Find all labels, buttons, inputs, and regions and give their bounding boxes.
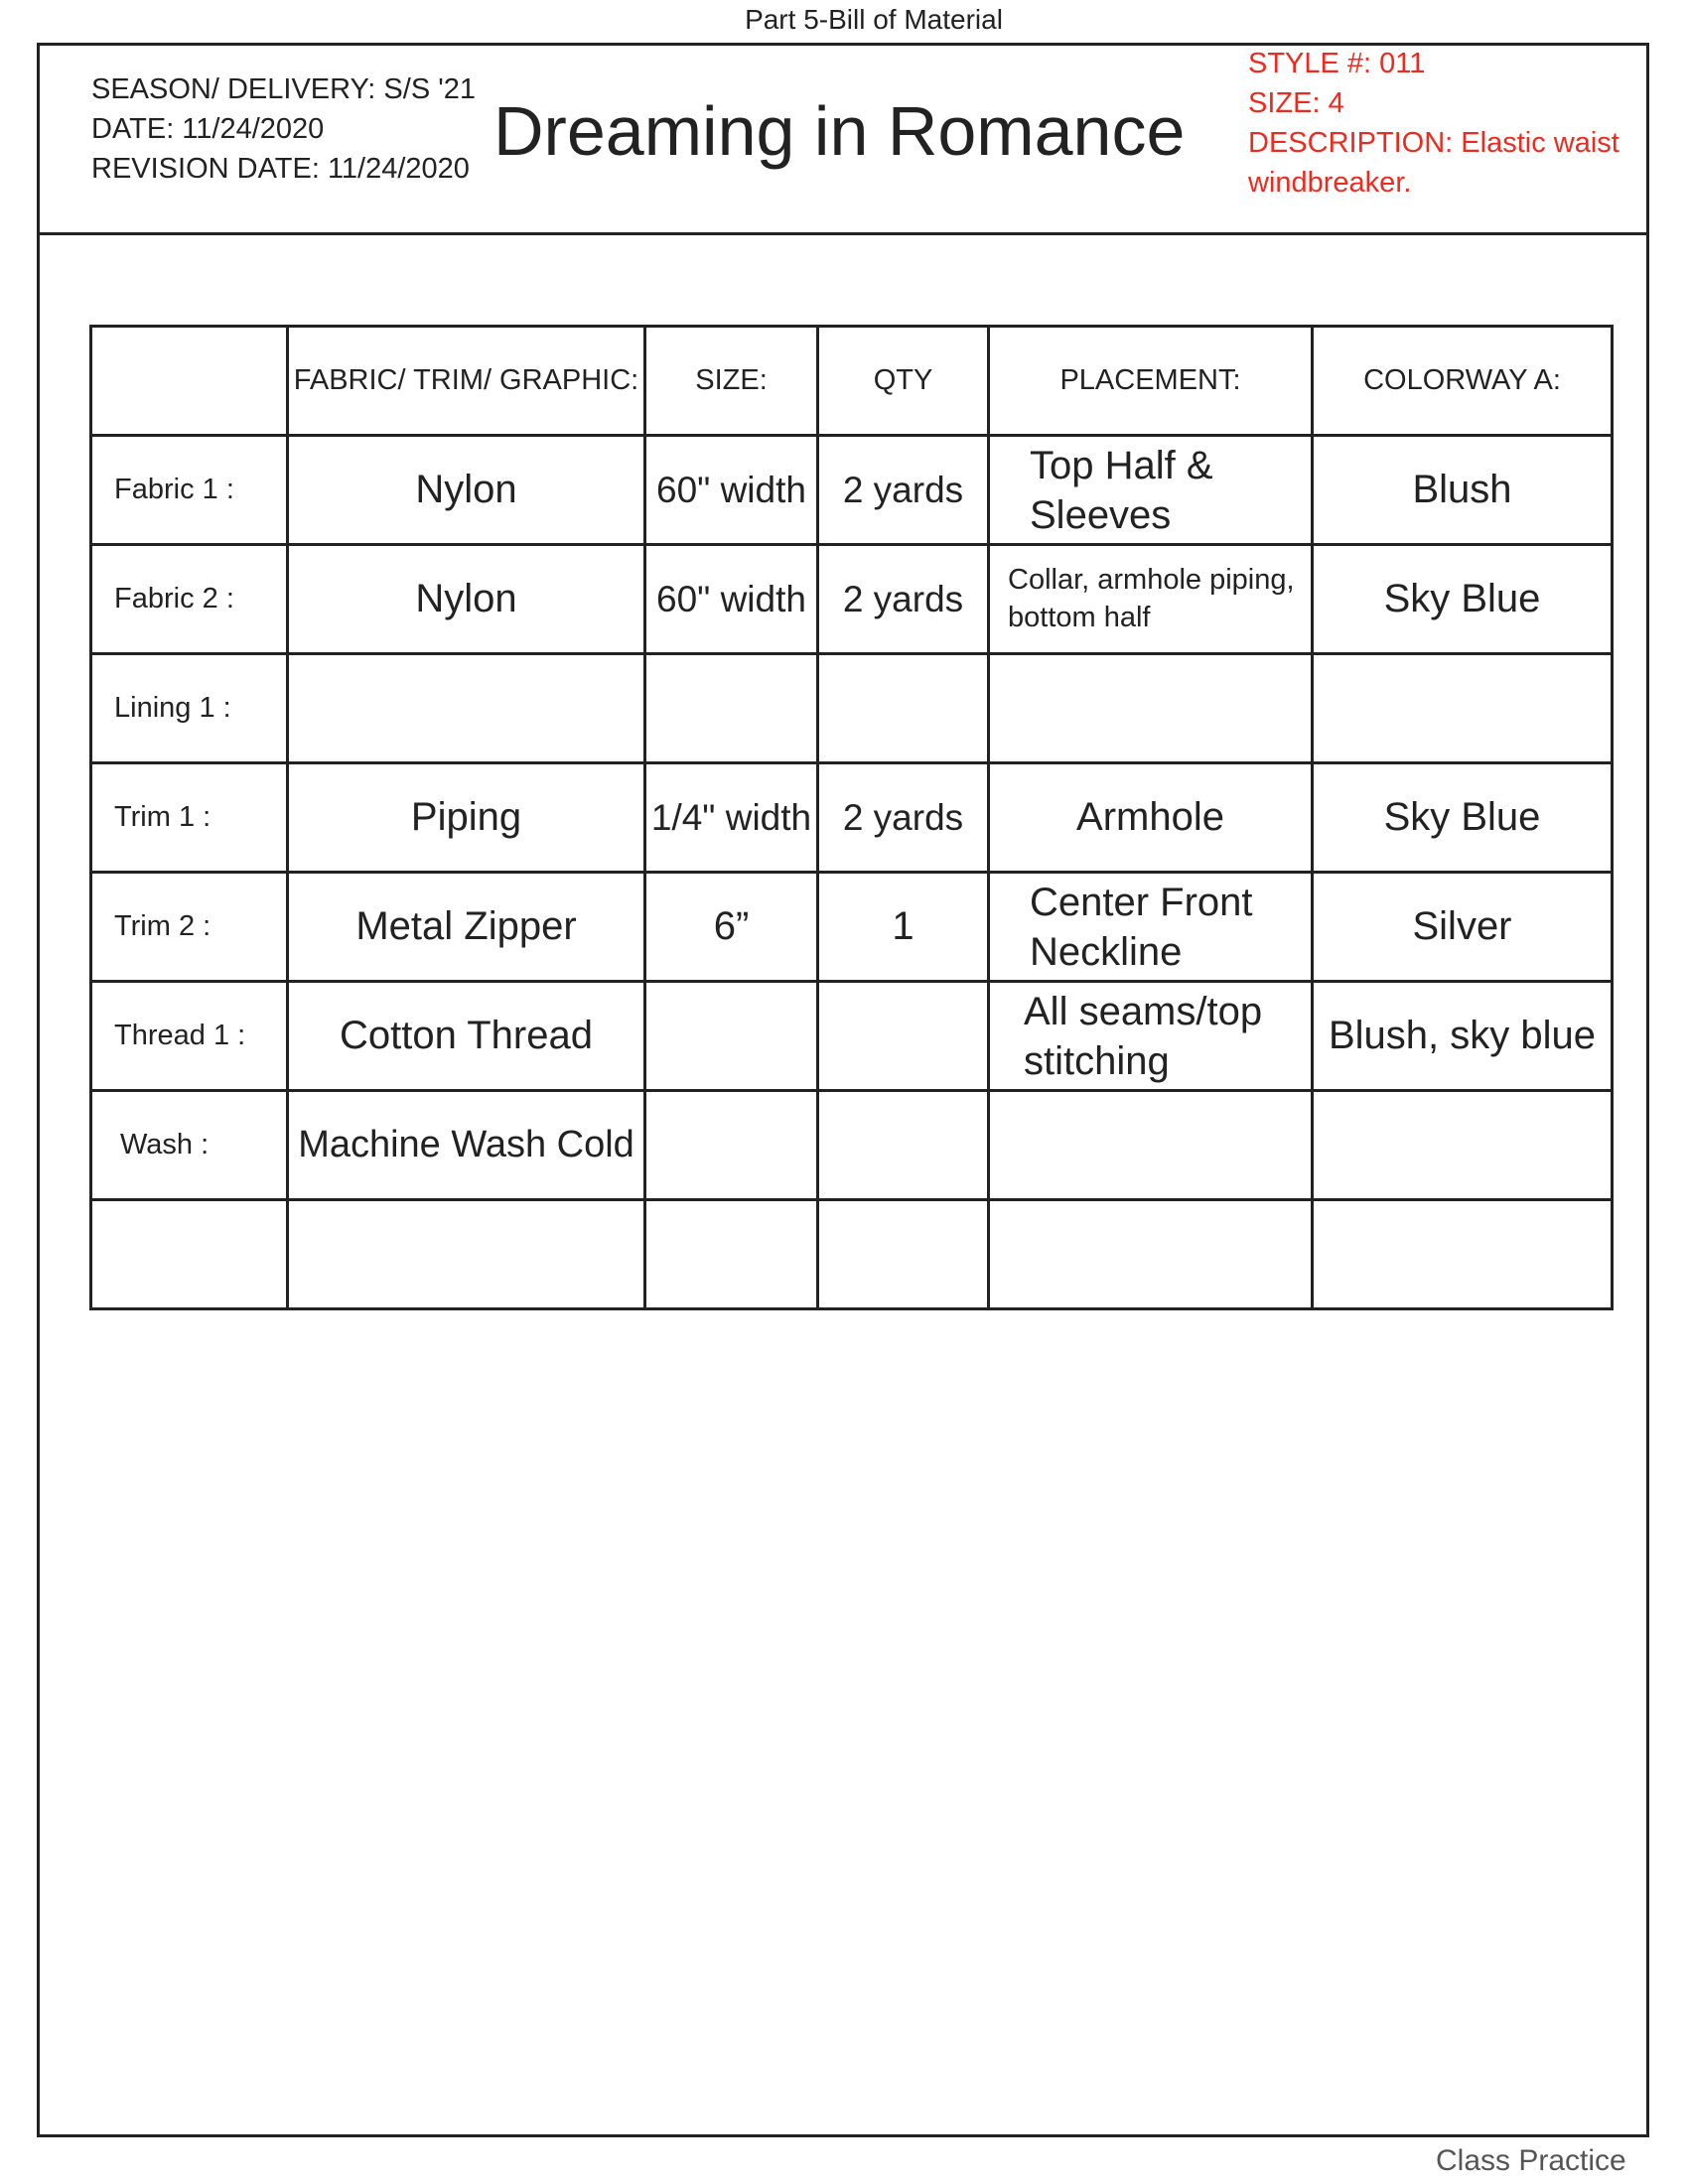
colorway-cell — [1313, 1200, 1613, 1309]
revision-date: REVISION DATE: 11/24/2020 — [91, 153, 470, 185]
placement-cell — [989, 1200, 1313, 1309]
table-row — [91, 1091, 1613, 1200]
material-cell — [288, 1200, 645, 1309]
row-label: Trim 2 : — [91, 873, 288, 982]
row-label: Thread 1 : — [91, 982, 288, 1091]
row-label — [91, 1200, 288, 1309]
placement-cell: Collar, armhole piping, bottom half — [989, 545, 1313, 654]
qty-cell: 2 yards — [818, 545, 989, 654]
qty-cell — [818, 1200, 989, 1309]
style-number: STYLE #: 011 — [1248, 48, 1426, 79]
material-cell: Nylon — [288, 545, 645, 654]
material-cell: Nylon — [288, 436, 645, 545]
page-title: Dreaming in Romance — [493, 92, 1186, 170]
footer-note: Class Practice — [1436, 2144, 1626, 2177]
table-row — [91, 763, 1613, 873]
placement-cell — [989, 1091, 1313, 1200]
qty-cell: 2 yards — [818, 436, 989, 545]
size-cell: 60" width — [645, 545, 818, 654]
placement-cell — [989, 654, 1313, 763]
size-cell — [645, 982, 818, 1091]
table-row — [91, 654, 1613, 763]
table-row — [91, 873, 1613, 982]
material-cell: Machine Wash Cold — [288, 1091, 645, 1200]
colorway-cell: Silver — [1313, 873, 1613, 982]
size-spec: SIZE: 4 — [1248, 87, 1344, 119]
row-label: Trim 1 : — [91, 763, 288, 873]
colorway-cell: Sky Blue — [1313, 763, 1613, 873]
material-cell: Metal Zipper — [288, 873, 645, 982]
date: DATE: 11/24/2020 — [91, 113, 325, 145]
table-row — [91, 982, 1613, 1091]
row-label: Lining 1 : — [91, 654, 288, 763]
size-cell: 60" width — [645, 436, 818, 545]
size-cell: 6” — [645, 873, 818, 982]
colorway-cell: Sky Blue — [1313, 545, 1613, 654]
qty-cell: 1 — [818, 873, 989, 982]
colorway-cell: Blush — [1313, 436, 1613, 545]
table-header-row — [91, 327, 1613, 436]
placement-cell: All seams/top stitching — [989, 982, 1313, 1091]
size-cell: 1/4" width — [645, 763, 818, 873]
qty-cell: 2 yards — [818, 763, 989, 873]
bill-of-material-table — [89, 325, 1614, 1310]
size-cell — [645, 654, 818, 763]
row-label: Wash : — [91, 1091, 288, 1200]
column-header — [91, 327, 288, 436]
placement-cell: Top Half & Sleeves — [989, 436, 1313, 545]
material-cell — [288, 654, 645, 763]
table-row — [91, 545, 1613, 654]
part-title: Part 5-Bill of Material — [745, 4, 1003, 35]
row-label: Fabric 1 : — [91, 436, 288, 545]
season-delivery: SEASON/ DELIVERY: S/S '21 — [91, 73, 477, 105]
table-row — [91, 1200, 1613, 1309]
table-row — [91, 436, 1613, 545]
qty-cell — [818, 1091, 989, 1200]
size-cell — [645, 1091, 818, 1200]
placement-cell: Center Front Neckline — [989, 873, 1313, 982]
colorway-cell — [1313, 654, 1613, 763]
header-divider — [37, 232, 1649, 235]
column-header-material: FABRIC/ TRIM/ GRAPHIC: — [288, 327, 645, 436]
description-continued: windbreaker. — [1248, 167, 1412, 199]
row-label: Fabric 2 : — [91, 545, 288, 654]
column-header-colorway: COLORWAY A: — [1313, 327, 1613, 436]
colorway-cell: Blush, sky blue — [1313, 982, 1613, 1091]
placement-cell: Armhole — [989, 763, 1313, 873]
material-cell: Cotton Thread — [288, 982, 645, 1091]
qty-cell — [818, 654, 989, 763]
column-header-size: SIZE: — [645, 327, 818, 436]
column-header-qty: QTY — [818, 327, 989, 436]
qty-cell — [818, 982, 989, 1091]
material-cell: Piping — [288, 763, 645, 873]
size-cell — [645, 1200, 818, 1309]
description: DESCRIPTION: Elastic waist — [1248, 127, 1619, 159]
colorway-cell — [1313, 1091, 1613, 1200]
column-header-placement: PLACEMENT: — [989, 327, 1313, 436]
